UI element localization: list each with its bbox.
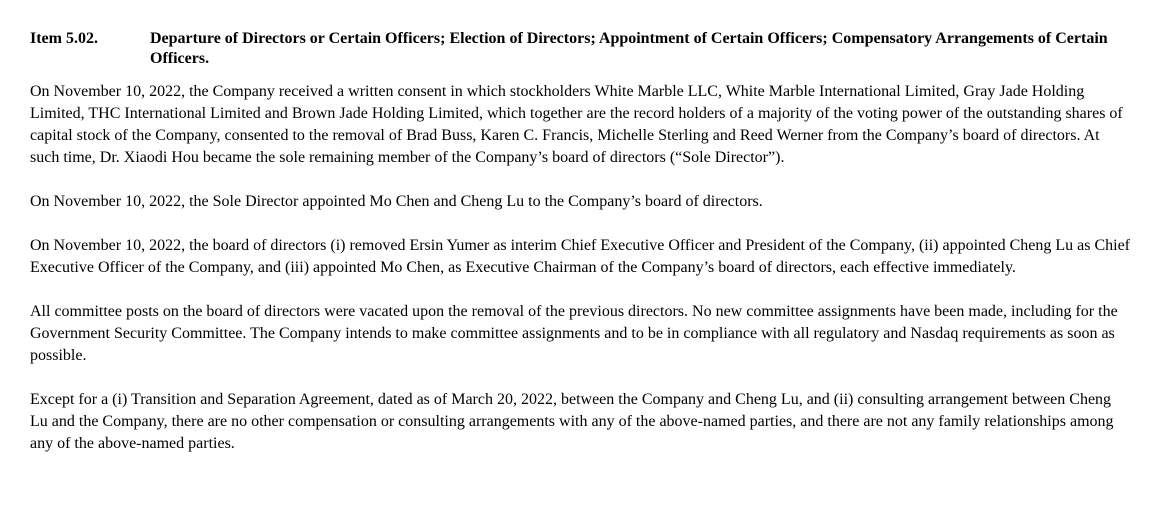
paragraph-written-consent: On November 10, 2022, the Company received a written consent in which stockholders White Marble LLC, White Marble International Limited, Gray Jade Holding Limited, THC International Limited and Brown Jade Holding Limited, which together are the record holders of a majority of the voting power of the outstanding shares of capital stock of the Company, consented to the removal of Brad Buss, Karen C. Francis, Michelle Sterling and Reed Werner from the Company’s board of directors. At such time, Dr. Xiaodi Hou became the sole remaining member of the Company’s board of directors (“Sole Director”). [30,83,1123,166]
item-title: Departure of Directors or Certain Officers; Election of Directors; Appointment of Certain Officers; Compensatory Arrangements of Certain Officers. [150,30,1108,67]
item-header [30,29,1132,69]
paragraph-compensation-arrangements: Except for a (i) Transition and Separation Agreement, dated as of March 20, 2022, between the Company and Cheng Lu, and (ii) consulting arrangement between Cheng Lu and the Company, there are no other compensation or consulting arrangements with any of the above-named parties, and there are not any family relationships among any of the above-named parties. [30,391,1114,452]
item-number: Item 5.02. [30,30,98,47]
paragraph-committee-posts: All committee posts on the board of directors were vacated upon the removal of the previous directors. No new committee assignments have been made, including for the Government Security Committee. The Company intends to make committee assignments and to be in compliance with all regulatory and Nasdaq requirements as soon as possible. [30,303,1118,364]
paragraph-officer-changes: On November 10, 2022, the board of directors (i) removed Ersin Yumer as interim Chief Executive Officer and President of the Company, (ii) appointed Cheng Lu as Chief Executive Officer of the Company, and (iii) appointed Mo Chen, as Executive Chairman of the Company’s board of directors, each effective immediately. [30,237,1130,276]
paragraph-sole-director-appointment: On November 10, 2022, the Sole Director appointed Mo Chen and Cheng Lu to the Company’s board of directors. [30,193,763,210]
